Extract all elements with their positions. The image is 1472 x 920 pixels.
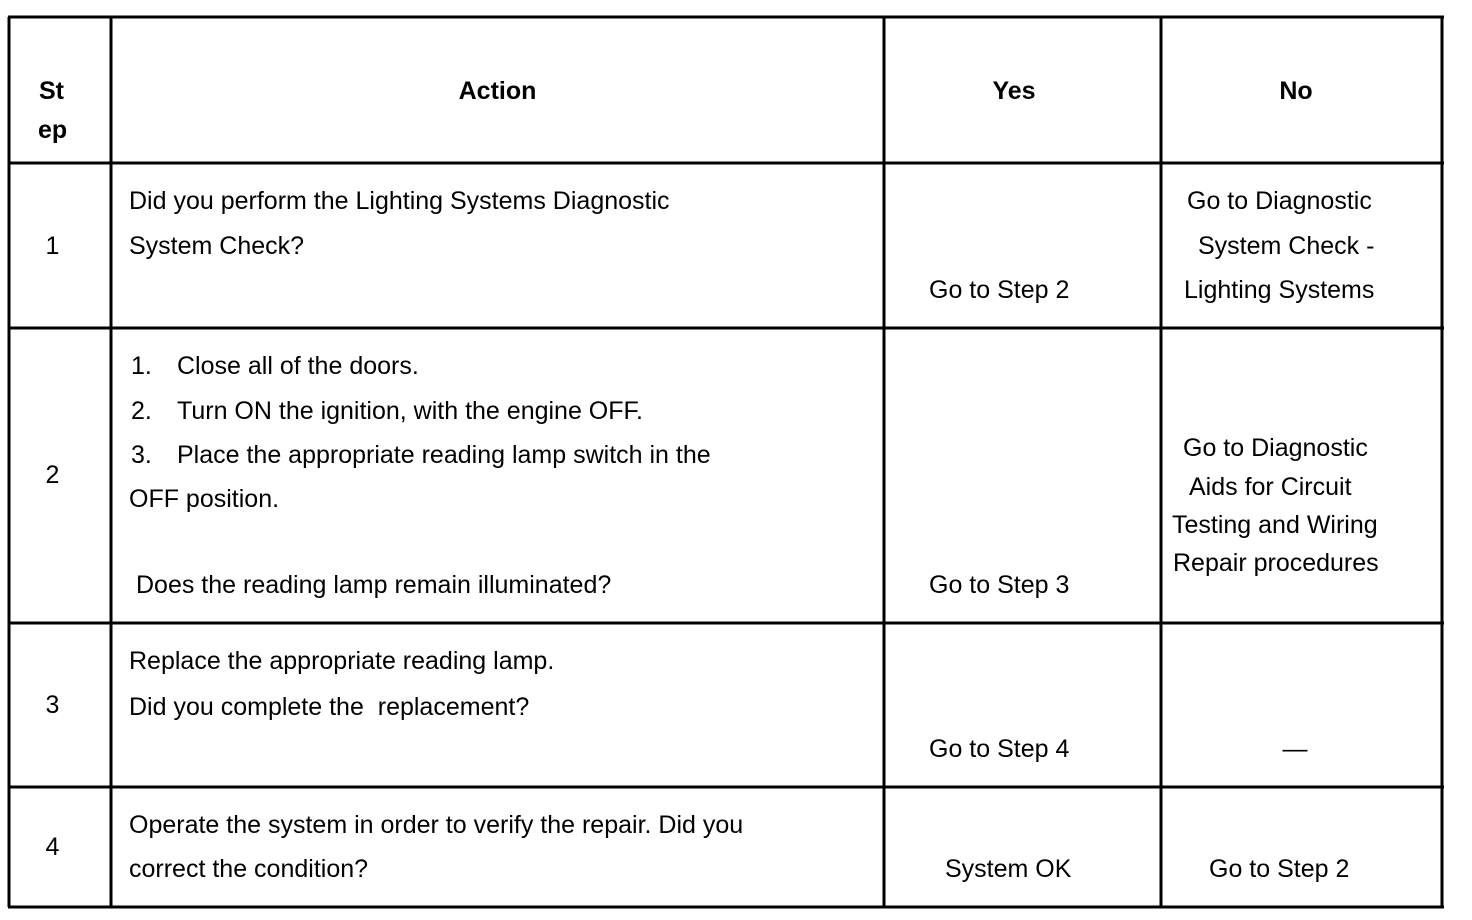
row4-yes: System OK: [945, 855, 1072, 883]
row2-item3-continuation: OFF position.: [129, 485, 280, 513]
row2-no-line4: Repair procedures: [1173, 549, 1379, 577]
row4-action-line1: Operate the system in order to verify the repair. Did you: [129, 811, 744, 839]
row1-action-line1: Did you perform the Lighting Systems Diagnostic: [129, 187, 670, 215]
header-no: No: [1279, 77, 1313, 105]
row4-action-line2: correct the condition?: [129, 855, 369, 883]
row2-item1-num: 1.: [131, 352, 152, 380]
header-step-line2: ep: [38, 116, 68, 144]
row3-step: 3: [45, 691, 60, 719]
row4-no: Go to Step 2: [1209, 855, 1350, 883]
row3-yes: Go to Step 4: [929, 735, 1070, 763]
row2-question: Does the reading lamp remain illuminated?: [136, 571, 612, 599]
header-yes: Yes: [992, 77, 1036, 105]
header-action: Action: [458, 77, 537, 105]
row2-item2-num: 2.: [131, 397, 152, 425]
row3-action-line1: Replace the appropriate reading lamp.: [129, 647, 555, 675]
row2-yes: Go to Step 3: [929, 571, 1070, 599]
header-step-line1: St: [39, 77, 64, 105]
row3-no: —: [1282, 735, 1308, 763]
row1-step: 1: [45, 232, 60, 260]
row2-no-line2: Aids for Circuit: [1189, 473, 1352, 501]
row2-step: 2: [45, 461, 60, 489]
row4-step: 4: [45, 833, 60, 861]
row2-no-line1: Go to Diagnostic: [1183, 434, 1368, 462]
row1-no-line2: System Check -: [1198, 232, 1375, 260]
row3-action-line2: Did you complete the replacement?: [129, 693, 530, 721]
row1-no-line3: Lighting Systems: [1184, 276, 1375, 304]
row1-no-line1: Go to Diagnostic: [1187, 187, 1372, 215]
row1-action-line2: System Check?: [129, 232, 305, 260]
row2-item2-text: Turn ON the ignition, with the engine OFF.: [177, 397, 643, 425]
row2-item3-num: 3.: [131, 441, 152, 469]
row2-item1-text: Close all of the doors.: [177, 352, 419, 380]
row2-item3-text: Place the appropriate reading lamp switch in the: [177, 441, 711, 469]
row1-yes: Go to Step 2: [929, 276, 1070, 304]
row2-no-line3: Testing and Wiring: [1172, 511, 1378, 539]
